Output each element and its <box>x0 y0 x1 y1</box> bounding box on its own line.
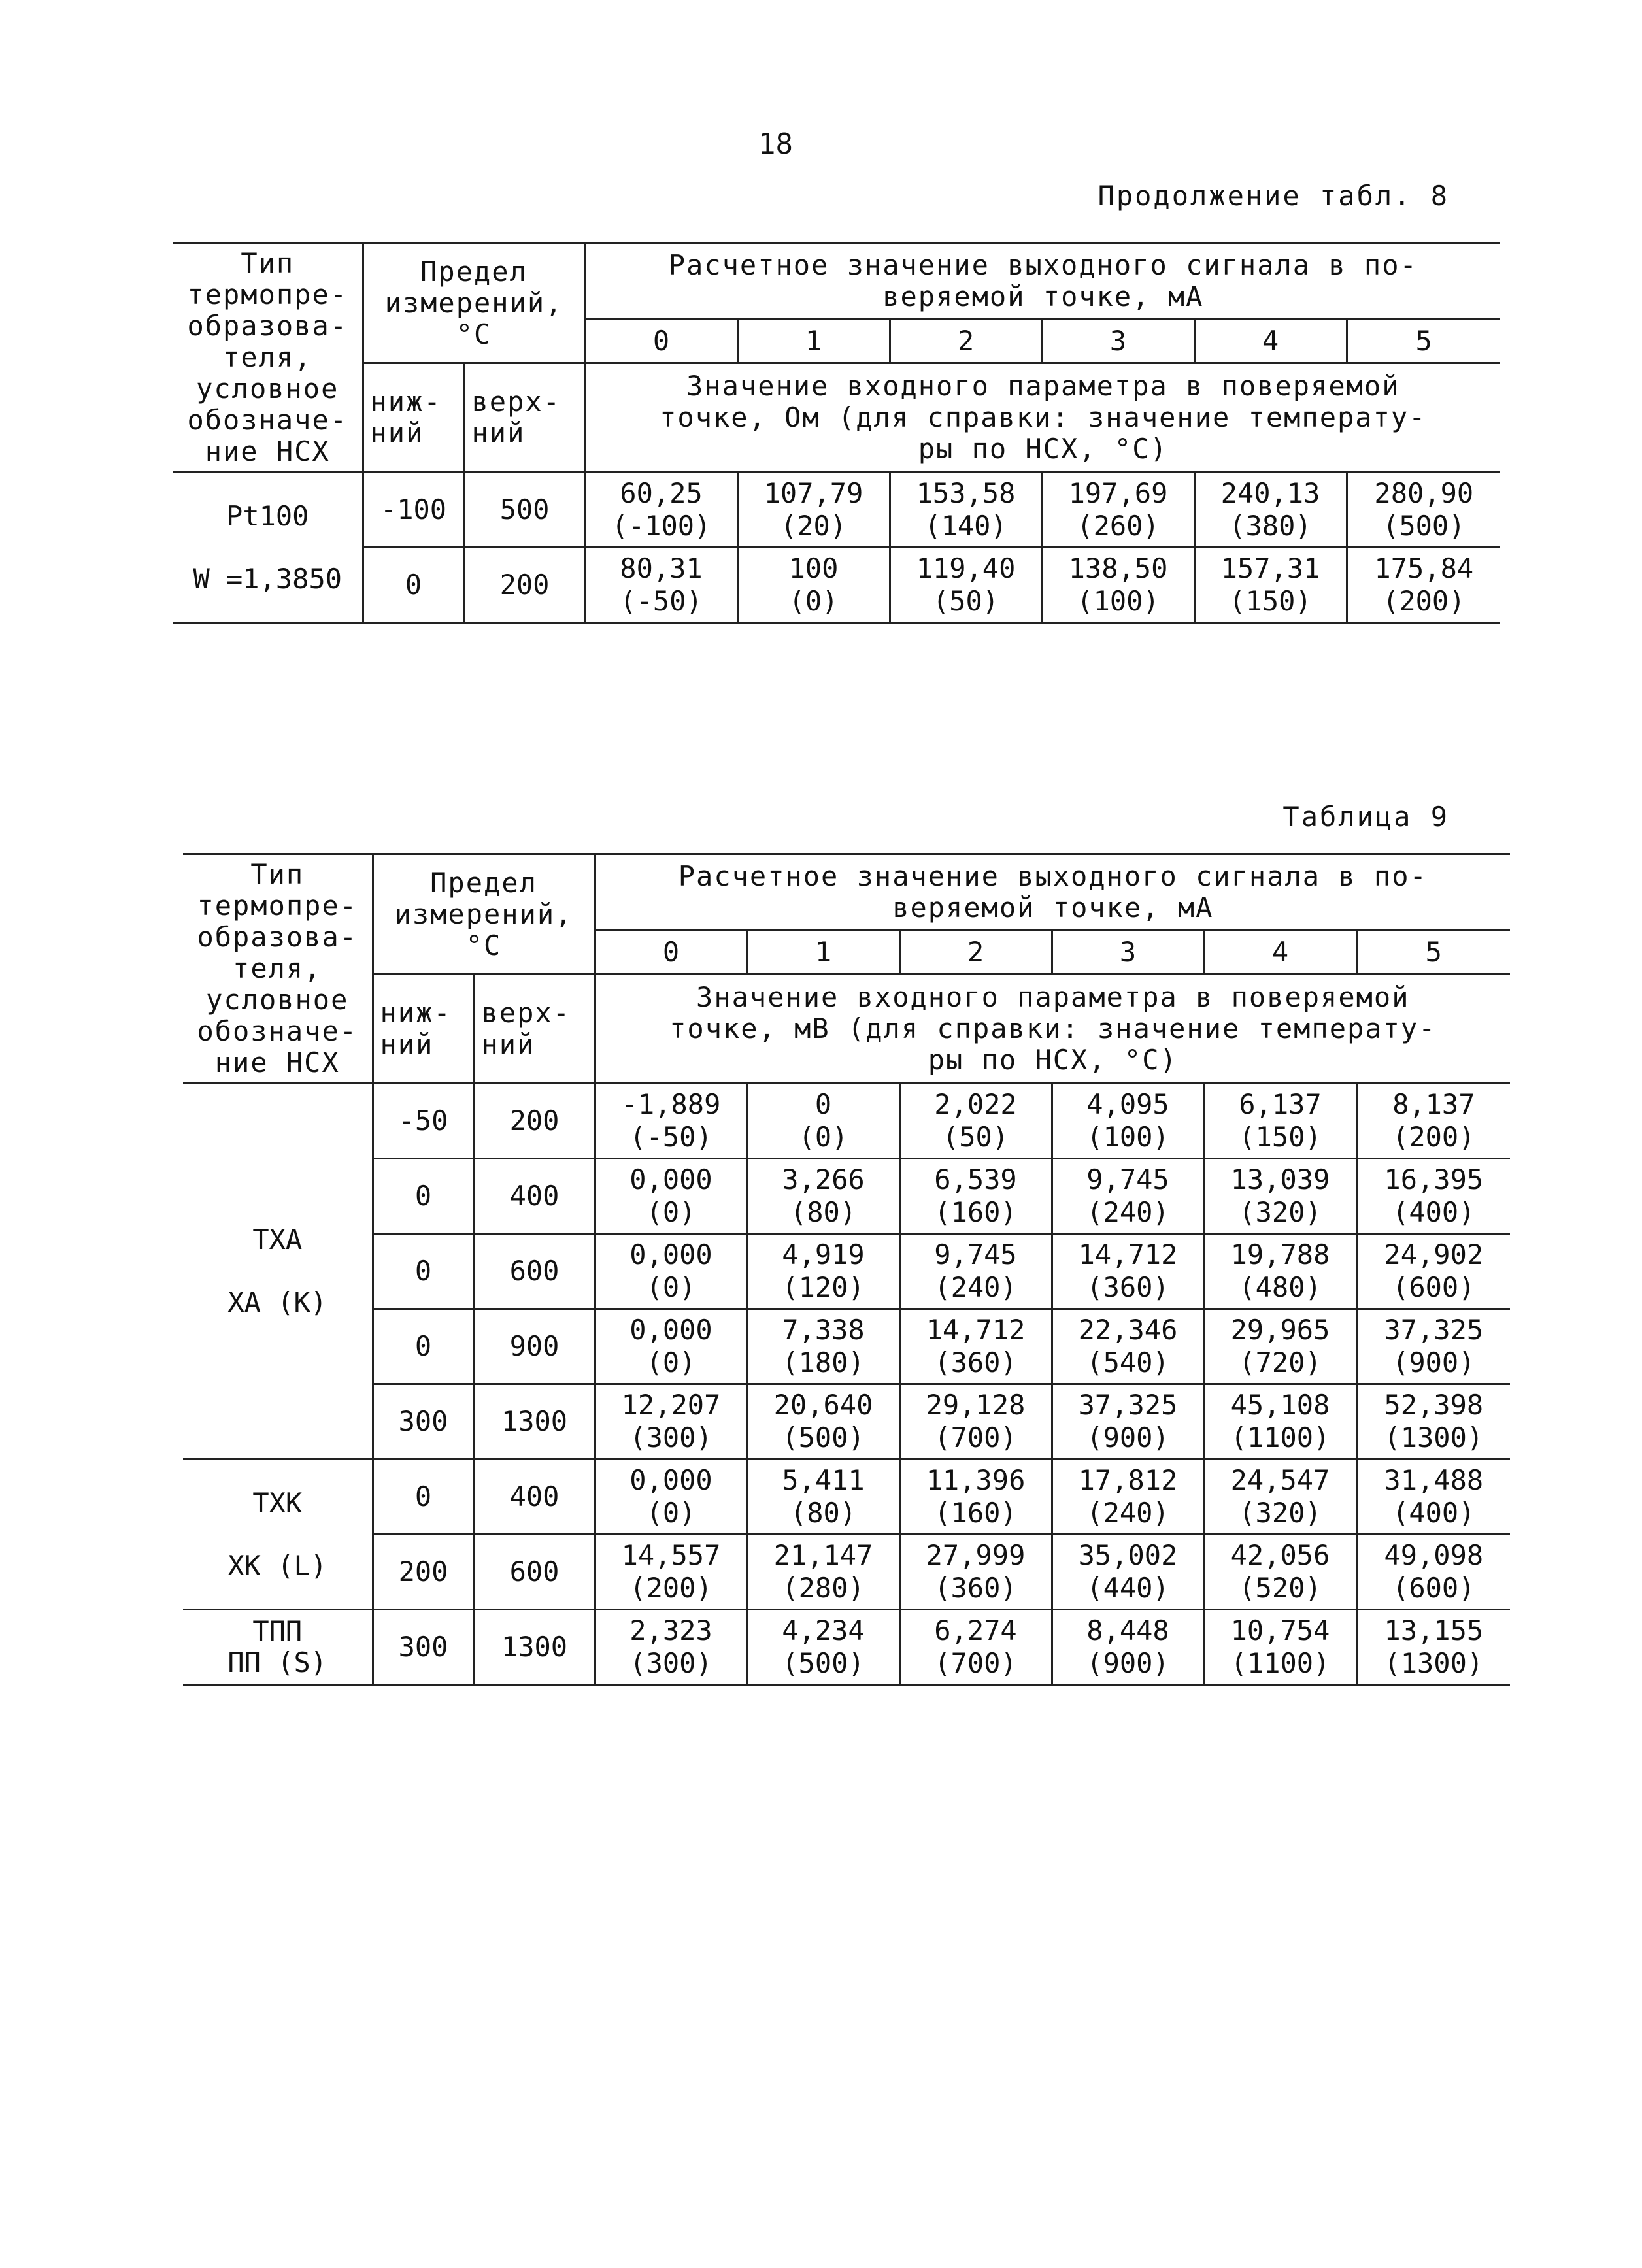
input-value: 27,999 <box>926 1539 1026 1571</box>
value-cell <box>595 1309 747 1384</box>
value-cell <box>899 1610 1052 1685</box>
value-cell <box>899 1309 1052 1384</box>
temperature-value: (-50) <box>620 585 703 617</box>
temperature-value: (240) <box>1086 1196 1169 1228</box>
input-value: 37,325 <box>1078 1389 1178 1421</box>
table8-caption: Продолжение табл. 8 <box>1097 180 1449 212</box>
value-cell <box>1204 1234 1356 1309</box>
input-value: 100 <box>788 552 839 584</box>
input-parameter-header: Значение входного параметра в поверяемой точке, мВ (для справки: значение температу- ры по НСХ, °C) <box>595 975 1510 1084</box>
upper-limit-cell: 900 <box>474 1309 595 1384</box>
value-cell <box>1204 1535 1356 1610</box>
value-cell <box>595 1459 747 1535</box>
input-value: 37,325 <box>1384 1314 1484 1346</box>
value-cell <box>747 1384 899 1459</box>
temperature-value: (480) <box>1239 1271 1322 1303</box>
input-value: 3,266 <box>782 1163 865 1195</box>
input-value: 6,539 <box>934 1163 1017 1195</box>
temperature-value: (50) <box>932 585 999 617</box>
input-value: 35,002 <box>1078 1539 1178 1571</box>
point-header: 2 <box>890 319 1042 363</box>
value-cell <box>1052 1159 1204 1234</box>
lower-limit-cell: 200 <box>373 1535 474 1610</box>
temperature-value: (240) <box>1086 1497 1169 1529</box>
temperature-value: (200) <box>629 1572 712 1604</box>
temperature-value: (900) <box>1086 1647 1169 1679</box>
input-value: 49,098 <box>1384 1539 1484 1571</box>
lower-limit-header: ниж- ний <box>363 363 464 473</box>
temperature-value: (700) <box>934 1647 1017 1679</box>
value-cell <box>890 473 1042 548</box>
input-value: 19,788 <box>1230 1239 1330 1271</box>
upper-limit-cell: 1300 <box>474 1610 595 1685</box>
point-header: 1 <box>747 930 899 975</box>
input-value: 21,147 <box>773 1539 873 1571</box>
temperature-value: (400) <box>1392 1497 1475 1529</box>
temperature-value: (160) <box>934 1497 1017 1529</box>
upper-limit-cell: 400 <box>474 1159 595 1234</box>
sensor-type-cell: ТХА ХА (К) <box>183 1084 373 1459</box>
value-cell <box>1052 1234 1204 1309</box>
input-parameter-header: Значение входного параметра в поверяемой точке, Ом (для справки: значение температу- ры по НСХ, °C) <box>585 363 1500 473</box>
temperature-value: (100) <box>1086 1121 1169 1153</box>
temperature-value: (-100) <box>611 510 711 542</box>
point-header: 2 <box>899 930 1052 975</box>
lower-limit-cell: -100 <box>363 473 464 548</box>
temperature-value: (320) <box>1239 1196 1322 1228</box>
temperature-value: (240) <box>934 1271 1017 1303</box>
value-cell <box>595 1234 747 1309</box>
temperature-value: (720) <box>1239 1346 1322 1378</box>
input-value: 240,13 <box>1220 477 1320 509</box>
input-value: 9,745 <box>1086 1163 1169 1195</box>
table-row <box>183 1384 1510 1459</box>
temperature-value: (300) <box>629 1647 712 1679</box>
input-value: 16,395 <box>1384 1163 1484 1195</box>
input-value: 24,902 <box>1384 1239 1484 1271</box>
temperature-value: (900) <box>1086 1422 1169 1454</box>
input-value: 7,338 <box>782 1314 865 1346</box>
value-cell <box>595 1384 747 1459</box>
point-header: 4 <box>1204 930 1356 975</box>
input-value: 20,640 <box>773 1389 873 1421</box>
value-cell <box>899 1535 1052 1610</box>
point-header: 0 <box>585 319 737 363</box>
temperature-value: (-50) <box>629 1121 712 1153</box>
temperature-value: (360) <box>934 1346 1017 1378</box>
input-value: 12,207 <box>621 1389 721 1421</box>
lower-limit-cell: 300 <box>373 1610 474 1685</box>
table-row <box>183 1234 1510 1309</box>
input-value: 4,234 <box>782 1614 865 1646</box>
value-cell <box>747 1234 899 1309</box>
value-cell <box>585 548 737 623</box>
lower-limit-cell: 0 <box>373 1159 474 1234</box>
table-row <box>183 1610 1510 1685</box>
output-signal-header: Расчетное значение выходного сигнала в по- веряемой точке, мА <box>585 243 1500 319</box>
input-value: 22,346 <box>1078 1314 1178 1346</box>
lower-limit-cell: 300 <box>373 1384 474 1459</box>
value-cell <box>1194 548 1347 623</box>
input-value: 13,039 <box>1230 1163 1330 1195</box>
input-value: 197,69 <box>1068 477 1168 509</box>
point-header: 5 <box>1356 930 1510 975</box>
value-cell <box>1356 1384 1510 1459</box>
temperature-value: (600) <box>1392 1572 1475 1604</box>
lower-limit-cell: 0 <box>363 548 464 623</box>
input-value: 29,128 <box>926 1389 1026 1421</box>
input-value: 29,965 <box>1230 1314 1330 1346</box>
value-cell <box>1052 1535 1204 1610</box>
table-row <box>183 1535 1510 1610</box>
temperature-value: (20) <box>780 510 847 542</box>
value-cell <box>1347 473 1500 548</box>
temperature-value: (150) <box>1229 585 1312 617</box>
upper-limit-cell: 200 <box>464 548 585 623</box>
temperature-value: (140) <box>924 510 1007 542</box>
input-value: 153,58 <box>916 477 1016 509</box>
value-cell <box>1052 1384 1204 1459</box>
table-row <box>173 473 1500 548</box>
input-value: 42,056 <box>1230 1539 1330 1571</box>
lower-limit-cell: 0 <box>373 1309 474 1384</box>
point-header: 4 <box>1194 319 1347 363</box>
table-row <box>183 1309 1510 1384</box>
upper-limit-cell: 1300 <box>474 1384 595 1459</box>
value-cell <box>747 1084 899 1159</box>
value-cell <box>747 1535 899 1610</box>
value-cell <box>595 1084 747 1159</box>
value-cell <box>1356 1084 1510 1159</box>
value-cell <box>899 1234 1052 1309</box>
value-cell <box>1052 1309 1204 1384</box>
input-value: 52,398 <box>1384 1389 1484 1421</box>
temperature-value: (400) <box>1392 1196 1475 1228</box>
input-value: 5,411 <box>782 1464 865 1496</box>
value-cell <box>1204 1309 1356 1384</box>
table-row <box>183 1159 1510 1234</box>
input-value: 4,919 <box>782 1239 865 1271</box>
input-value: 138,50 <box>1068 552 1168 584</box>
temperature-value: (200) <box>1382 585 1466 617</box>
temperature-value: (0) <box>798 1121 848 1153</box>
point-header: 5 <box>1347 319 1500 363</box>
lower-limit-cell: 0 <box>373 1459 474 1535</box>
input-value: 280,90 <box>1374 477 1474 509</box>
temperature-value: (0) <box>788 585 839 617</box>
point-header: 3 <box>1042 319 1194 363</box>
value-cell <box>747 1159 899 1234</box>
temperature-value: (280) <box>782 1572 865 1604</box>
point-header: 3 <box>1052 930 1204 975</box>
value-cell <box>595 1159 747 1234</box>
temperature-value: (80) <box>790 1497 857 1529</box>
value-cell <box>890 548 1042 623</box>
upper-limit-cell: 600 <box>474 1234 595 1309</box>
sensor-type-cell: ТПП ПП (S) <box>183 1610 373 1685</box>
input-value: 2,323 <box>629 1614 712 1646</box>
temperature-value: (160) <box>934 1196 1017 1228</box>
upper-limit-header: верх- ний <box>464 363 585 473</box>
input-value: 9,745 <box>934 1239 1017 1271</box>
input-value: 11,396 <box>926 1464 1026 1496</box>
input-value: 4,095 <box>1086 1088 1169 1120</box>
temperature-value: (600) <box>1392 1271 1475 1303</box>
input-value: 10,754 <box>1230 1614 1330 1646</box>
temperature-value: (380) <box>1229 510 1312 542</box>
temperature-value: (200) <box>1392 1121 1475 1153</box>
temperature-value: (540) <box>1086 1346 1169 1378</box>
table-row <box>173 548 1500 623</box>
input-value: 13,155 <box>1384 1614 1484 1646</box>
subheader-row <box>173 363 1500 473</box>
temperature-value: (50) <box>942 1121 1009 1153</box>
input-value: 0,000 <box>629 1239 712 1271</box>
input-value: 0 <box>814 1088 832 1120</box>
limit-column-header: Предел измерений, °C <box>373 854 595 975</box>
temperature-value: (360) <box>1086 1271 1169 1303</box>
temperature-value: (0) <box>646 1196 696 1228</box>
type-column-header: Тип термопре- образова- теля, условное обозначе- ние НСХ <box>173 243 363 473</box>
value-cell <box>899 1459 1052 1535</box>
temperature-value: (320) <box>1239 1497 1322 1529</box>
value-cell <box>1204 1384 1356 1459</box>
temperature-value: (700) <box>934 1422 1017 1454</box>
input-value: 45,108 <box>1230 1389 1330 1421</box>
input-value: 0,000 <box>629 1464 712 1496</box>
value-cell <box>1356 1459 1510 1535</box>
table8 <box>173 242 1500 624</box>
value-cell <box>1356 1159 1510 1234</box>
input-value: 80,31 <box>620 552 703 584</box>
limit-column-header: Предел измерений, °C <box>363 243 585 363</box>
input-value: 0,000 <box>629 1314 712 1346</box>
value-cell <box>747 1610 899 1685</box>
input-value: 107,79 <box>763 477 863 509</box>
value-cell <box>899 1084 1052 1159</box>
temperature-value: (0) <box>646 1346 696 1378</box>
input-value: 31,488 <box>1384 1464 1484 1496</box>
input-value: 0,000 <box>629 1163 712 1195</box>
value-cell <box>1052 1459 1204 1535</box>
value-cell <box>1347 548 1500 623</box>
temperature-value: (300) <box>629 1422 712 1454</box>
value-cell <box>737 548 890 623</box>
temperature-value: (80) <box>790 1196 857 1228</box>
input-value: 2,022 <box>934 1088 1017 1120</box>
input-value: 6,137 <box>1239 1088 1322 1120</box>
temperature-value: (520) <box>1239 1572 1322 1604</box>
input-value: 8,137 <box>1392 1088 1475 1120</box>
input-value: 17,812 <box>1078 1464 1178 1496</box>
table-row <box>183 1459 1510 1535</box>
lower-limit-cell: -50 <box>373 1084 474 1159</box>
temperature-value: (360) <box>934 1572 1017 1604</box>
temperature-value: (440) <box>1086 1572 1169 1604</box>
input-value: 14,712 <box>1078 1239 1178 1271</box>
value-cell <box>1194 473 1347 548</box>
output-signal-header: Расчетное значение выходного сигнала в по- веряемой точке, мА <box>595 854 1510 930</box>
value-cell <box>1356 1234 1510 1309</box>
value-cell <box>1204 1610 1356 1685</box>
value-cell <box>899 1384 1052 1459</box>
sensor-type-cell: Pt100 W =1,3850 <box>173 473 363 623</box>
temperature-value: (1300) <box>1384 1422 1484 1454</box>
upper-limit-cell: 600 <box>474 1535 595 1610</box>
temperature-value: (180) <box>782 1346 865 1378</box>
temperature-value: (100) <box>1077 585 1160 617</box>
value-cell <box>899 1159 1052 1234</box>
header-row <box>183 854 1510 930</box>
value-cell <box>1204 1159 1356 1234</box>
value-cell <box>737 473 890 548</box>
temperature-value: (120) <box>782 1271 865 1303</box>
value-cell <box>1042 548 1194 623</box>
value-cell <box>585 473 737 548</box>
input-value: 60,25 <box>620 477 703 509</box>
value-cell <box>1042 473 1194 548</box>
table9 <box>183 853 1510 1686</box>
input-value: 119,40 <box>916 552 1016 584</box>
lower-limit-cell: 0 <box>373 1234 474 1309</box>
value-cell <box>595 1535 747 1610</box>
temperature-value: (500) <box>782 1422 865 1454</box>
input-value: 8,448 <box>1086 1614 1169 1646</box>
value-cell <box>1356 1610 1510 1685</box>
page-number: 18 <box>758 127 793 161</box>
input-value: 14,712 <box>926 1314 1026 1346</box>
subheader-row <box>183 975 1510 1084</box>
temperature-value: (1300) <box>1384 1647 1484 1679</box>
value-cell <box>1356 1535 1510 1610</box>
input-value: 14,557 <box>621 1539 721 1571</box>
table9-caption: Таблица 9 <box>1282 801 1449 833</box>
upper-limit-cell: 500 <box>464 473 585 548</box>
temperature-value: (0) <box>646 1497 696 1529</box>
upper-limit-header: верх- ний <box>474 975 595 1084</box>
temperature-value: (500) <box>782 1647 865 1679</box>
value-cell <box>747 1309 899 1384</box>
point-header: 1 <box>737 319 890 363</box>
table-row <box>183 1084 1510 1159</box>
value-cell <box>1204 1459 1356 1535</box>
temperature-value: (900) <box>1392 1346 1475 1378</box>
input-value: 175,84 <box>1374 552 1474 584</box>
sensor-type-cell: ТХК ХК (L) <box>183 1459 373 1610</box>
value-cell <box>747 1459 899 1535</box>
temperature-value: (1100) <box>1230 1647 1330 1679</box>
input-value: 6,274 <box>934 1614 1017 1646</box>
temperature-value: (260) <box>1077 510 1160 542</box>
temperature-value: (500) <box>1382 510 1466 542</box>
value-cell <box>1052 1084 1204 1159</box>
point-header: 0 <box>595 930 747 975</box>
temperature-value: (1100) <box>1230 1422 1330 1454</box>
input-value: 24,547 <box>1230 1464 1330 1496</box>
input-value: 157,31 <box>1220 552 1320 584</box>
value-cell <box>1204 1084 1356 1159</box>
type-column-header: Тип термопре- образова- теля, условное обозначе- ние НСХ <box>183 854 373 1084</box>
header-row <box>173 243 1500 319</box>
lower-limit-header: ниж- ний <box>373 975 474 1084</box>
temperature-value: (0) <box>646 1271 696 1303</box>
value-cell <box>1052 1610 1204 1685</box>
upper-limit-cell: 200 <box>474 1084 595 1159</box>
input-value: -1,889 <box>621 1088 721 1120</box>
temperature-value: (150) <box>1239 1121 1322 1153</box>
value-cell <box>1356 1309 1510 1384</box>
upper-limit-cell: 400 <box>474 1459 595 1535</box>
value-cell <box>595 1610 747 1685</box>
